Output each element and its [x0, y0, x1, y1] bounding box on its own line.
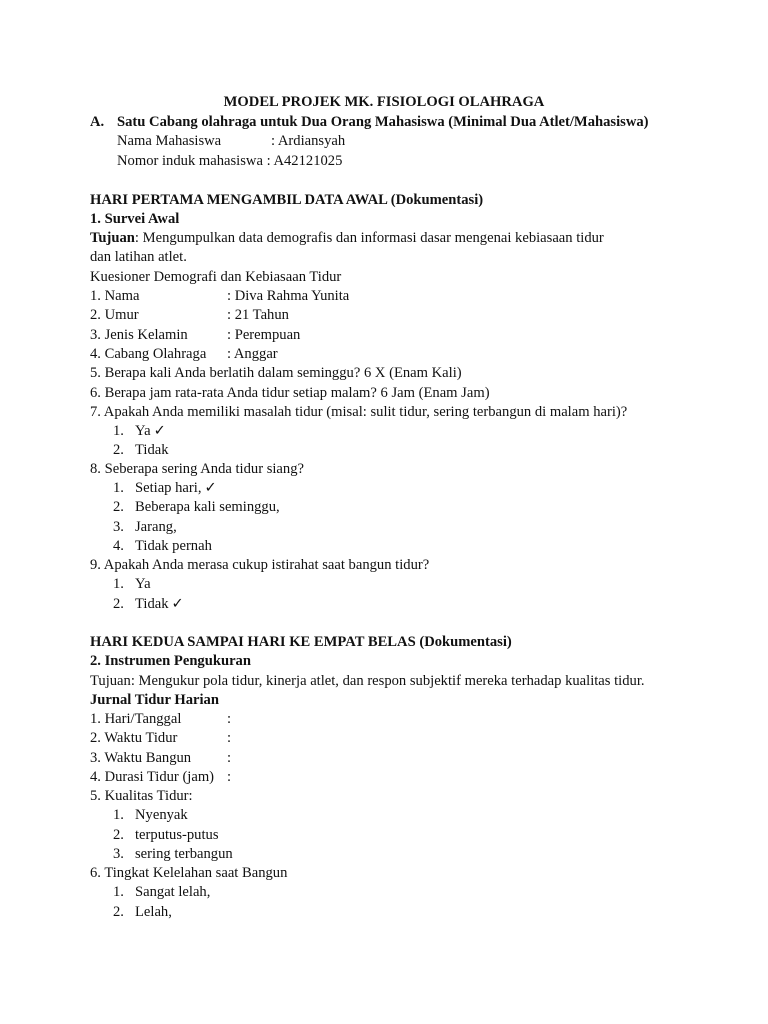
student-name-value: : Ardiansyah [271, 133, 346, 149]
option-number: 2. [113, 499, 124, 515]
field-value: : [227, 769, 232, 785]
option-item [90, 518, 728, 537]
field-value: : Diva Rahma Yunita [227, 288, 350, 304]
field-value: : [227, 750, 232, 766]
option-text: Setiap hari, [135, 480, 202, 496]
question-9: 9. Apakah Anda merasa cukup istirahat saat bangun tidur? [90, 557, 430, 573]
questionnaire-title: Kuesioner Demografi dan Kebiasaan Tidur [90, 269, 342, 285]
question-5: 5. Berapa kali Anda berlatih dalam seminggu? 6 X (Enam Kali) [90, 365, 462, 381]
option-item [90, 595, 728, 614]
day1-goal-label: Tujuan [90, 230, 135, 246]
field-row [90, 326, 728, 345]
field-value: : 21 Tahun [227, 307, 289, 323]
document-title: MODEL PROJEK MK. FISIOLOGI OLAHRAGA [223, 94, 545, 110]
question-7: 7. Apakah Anda memiliki masalah tidur (misal: sulit tidur, sering terbangun di malam hari)? [90, 404, 628, 420]
option-item [90, 479, 728, 498]
field-label: 3. Waktu Bangun [90, 750, 192, 766]
field-value: : Perempuan [227, 327, 301, 343]
option-item [90, 498, 728, 517]
option-text: Ya [135, 423, 151, 439]
day1-subheading: 1. Survei Awal [90, 211, 180, 227]
field-label: 2. Waktu Tidur [90, 730, 178, 746]
fatigue-question: 6. Tingkat Kelelahan saat Bangun [90, 865, 288, 881]
journal-field-row [90, 749, 728, 768]
field-label: 1. Nama [90, 288, 140, 304]
field-value: : [227, 730, 232, 746]
journal-field-row [90, 768, 728, 787]
section-a-marker: A. [90, 114, 105, 130]
student-name-label: Nama Mahasiswa [117, 133, 222, 149]
option-text: Lelah, [135, 904, 172, 920]
option-number: 2. [113, 596, 124, 612]
option-text: Jarang, [135, 519, 177, 535]
option-number: 1. [113, 480, 124, 496]
field-value: : Anggar [227, 346, 278, 362]
option-text: Nyenyak [135, 807, 188, 823]
day2-heading: HARI KEDUA SAMPAI HARI KE EMPAT BELAS (Dokumentasi) [90, 634, 512, 650]
checkmark-icon: ✓ [171, 596, 184, 612]
journal-field-row [90, 729, 728, 748]
option-text: Ya [135, 576, 151, 592]
option-item [90, 826, 728, 845]
option-item [90, 883, 728, 902]
field-row [90, 345, 728, 364]
option-item [90, 575, 728, 594]
option-text: Tidak [135, 442, 169, 458]
day2-subheading: 2. Instrumen Pengukuran [90, 653, 251, 669]
field-row [90, 287, 728, 306]
journal-title: Jurnal Tidur Harian [90, 692, 219, 708]
section-a-heading [90, 113, 728, 132]
checkmark-icon: ✓ [204, 480, 217, 496]
option-text: Tidak pernah [135, 538, 212, 554]
field-label: 1. Hari/Tanggal [90, 711, 182, 727]
option-number: 2. [113, 827, 124, 843]
option-text: terputus-putus [135, 827, 219, 843]
student-name-row [90, 132, 728, 151]
day1-goal-text: : Mengumpulkan data demografis dan informasi dasar mengenai kebiasaan tidur [134, 230, 604, 246]
option-number: 1. [113, 576, 124, 592]
student-id-row [90, 152, 728, 171]
question-6: 6. Berapa jam rata-rata Anda tidur setiap malam? 6 Jam (Enam Jam) [90, 385, 490, 401]
option-item [90, 806, 728, 825]
student-id-text: Nomor induk mahasiswa : A42121025 [117, 153, 343, 169]
field-value: : [227, 711, 232, 727]
option-item [90, 537, 728, 556]
option-text: Beberapa kali seminggu, [135, 499, 280, 515]
option-text: Sangat lelah, [135, 884, 211, 900]
day2-goal: Tujuan: Mengukur pola tidur, kinerja atlet, dan respon subjektif mereka terhadap kualitas tidur. [90, 673, 645, 689]
option-item [90, 845, 728, 864]
option-text: sering terbangun [135, 846, 233, 862]
day1-goal-cont: dan latihan atlet. [90, 249, 187, 265]
journal-field-row [90, 710, 728, 729]
field-label: 2. Umur [90, 307, 139, 323]
option-number: 2. [113, 904, 124, 920]
field-label: 3. Jenis Kelamin [90, 327, 188, 343]
field-label: 4. Cabang Olahraga [90, 346, 207, 362]
checkmark-icon: ✓ [153, 423, 166, 439]
section-a-title: Satu Cabang olahraga untuk Dua Orang Mahasiswa (Minimal Dua Atlet/Mahasiswa) [117, 114, 649, 130]
day1-goal [90, 229, 728, 248]
day1-heading: HARI PERTAMA MENGAMBIL DATA AWAL (Dokumentasi) [90, 192, 484, 208]
option-number: 2. [113, 442, 124, 458]
field-row [90, 306, 728, 325]
option-number: 3. [113, 846, 124, 862]
option-number: 1. [113, 884, 124, 900]
question-8: 8. Seberapa sering Anda tidur siang? [90, 461, 304, 477]
option-number: 3. [113, 519, 124, 535]
option-item [90, 903, 728, 922]
option-number: 1. [113, 423, 124, 439]
option-item [90, 441, 728, 460]
field-label: 4. Durasi Tidur (jam) [90, 769, 215, 785]
option-item [90, 422, 728, 441]
sleep-quality-question: 5. Kualitas Tidur: [90, 788, 193, 804]
option-number: 1. [113, 807, 124, 823]
option-text: Tidak [135, 596, 169, 612]
option-number: 4. [113, 538, 124, 554]
